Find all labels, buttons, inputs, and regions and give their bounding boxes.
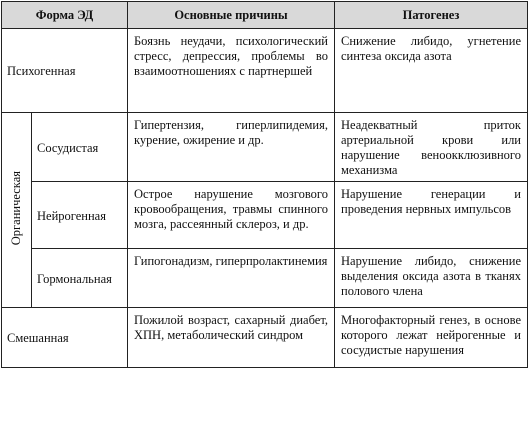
- group-organic-label: Органическая: [9, 170, 23, 246]
- table-row: [2, 29, 528, 113]
- pathogenesis-mixed: Многофакторный генез, в основе которого лежат нейрогенные и сосудистые нарушения: [335, 308, 528, 368]
- group-organic: [2, 113, 32, 308]
- ed-forms-table: [1, 1, 528, 368]
- table-row: [2, 182, 528, 249]
- header-pathogenesis: Патогенез: [335, 2, 528, 29]
- pathogenesis-neurogenic: Нарушение генерации и проведения нервных импульсов: [335, 182, 528, 249]
- form-vascular: Сосудистая: [32, 113, 128, 182]
- causes-mixed: Пожилой возраст, сахарный диабет, ХПН, метаболический синдром: [128, 308, 335, 368]
- causes-psychogenic: Боязнь неудачи, психологический стресс, депрессия, проблемы во взаимоотношениях с партнершей: [128, 29, 335, 113]
- causes-hormonal: Гипогонадизм, гиперпролактинемия: [128, 249, 335, 308]
- form-hormonal: Гормональная: [32, 249, 128, 308]
- pathogenesis-hormonal: Нарушение либидо, снижение выделения оксида азота в тканях полового члена: [335, 249, 528, 308]
- causes-neurogenic: Острое нарушение мозгового кровообращения, травмы спинного мозга, рассеянный склероз, и др.: [128, 182, 335, 249]
- table-header-row: [2, 2, 528, 29]
- header-form: Форма ЭД: [2, 2, 128, 29]
- pathogenesis-psychogenic: Снижение либидо, угнетение синтеза оксида азота: [335, 29, 528, 113]
- form-mixed: Смешанная: [2, 308, 128, 368]
- header-causes: Основные причины: [128, 2, 335, 29]
- table-row: [2, 308, 528, 368]
- table-row: [2, 113, 528, 182]
- causes-vascular: Гипертензия, гиперлипидемия, курение, ожирение и др.: [128, 113, 335, 182]
- table-row: [2, 249, 528, 308]
- form-psychogenic: Психогенная: [2, 29, 128, 113]
- pathogenesis-vascular: Неадекватный приток артериальной крови или нарушение веноокклюзивного механизма: [335, 113, 528, 182]
- form-neurogenic: Нейрогенная: [32, 182, 128, 249]
